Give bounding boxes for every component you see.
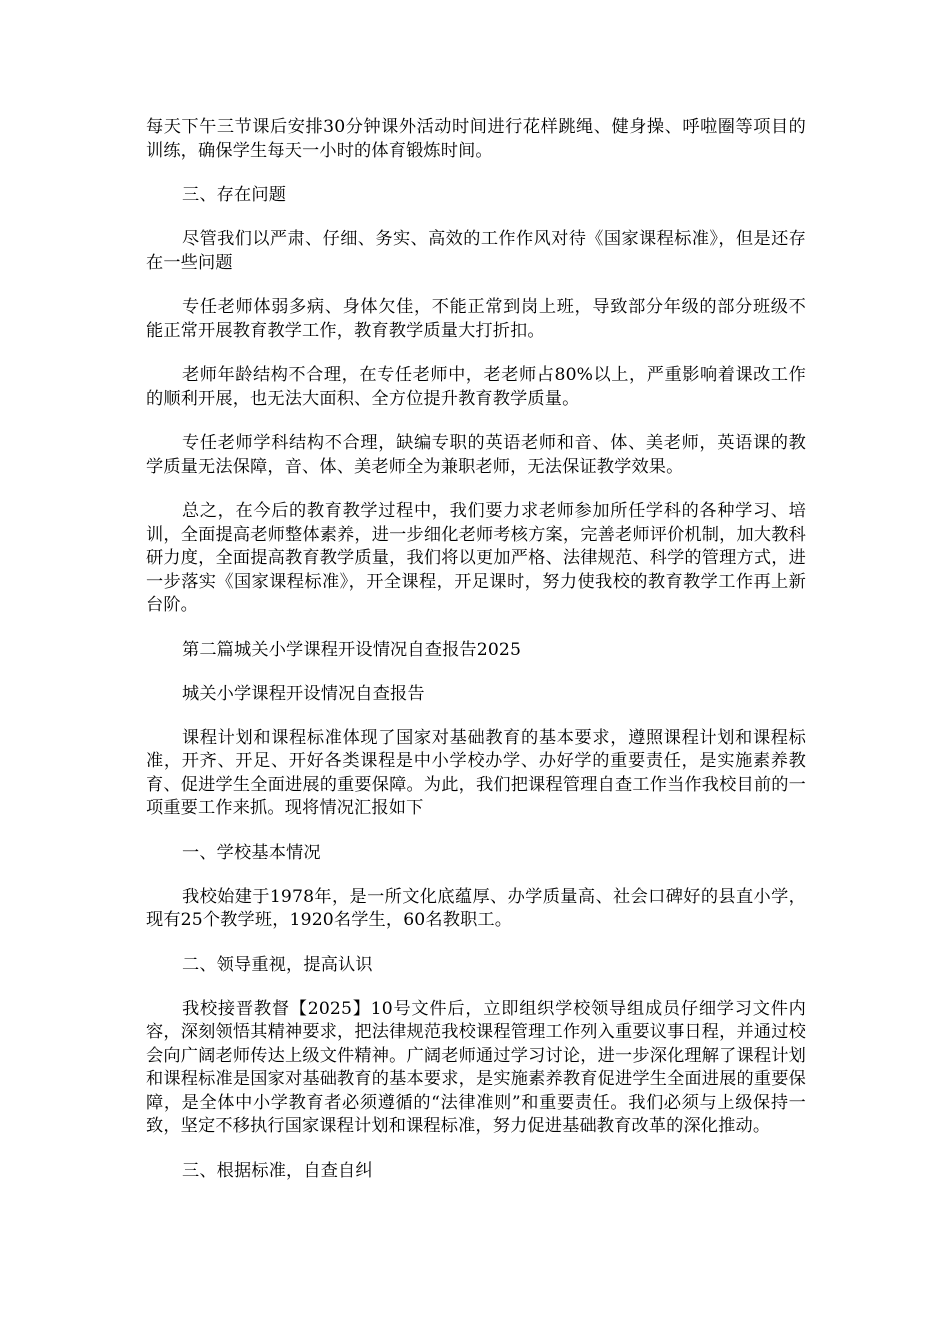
paragraph-leadership: 我校接晋教督【2025】10号文件后，立即组织学校领导组成员仔细学习文件内容，深刻领悟其精神要求，把法律规范我校课程管理工作列入重要议事日程，并通过校会向广阔老师传达上级文件精神。广阔老师通过学习讨论，进一步深化理解了课程计划和课程标准是国家对基础教育的基本要求，是实施素养教育促进学生全面进展的重要保障，是全体中小学教育者必须遵循的“法律准则”和重要责任。我们必须与上级保持一致，坚定不移执行国家课程计划和课程标准，努力促进基础教育改革的深化推动。	[146, 998, 806, 1136]
paragraph-curriculum-intro: 课程计划和课程标准体现了国家对基础教育的基本要求，遵照课程计划和课程标准，开齐、开足、开好各类课程是中小学校办学、办好学的重要责任，是实施素养教育、促进学生全面进展的重要保障。为此，我们把课程管理自查工作当作我校目前的一项重要工作来抓。现将情况汇报如下	[146, 727, 806, 818]
heading-existing-problems: 三、存在问题	[182, 185, 287, 205]
paragraph-problems-intro: 尽管我们以严肃、仔细、务实、高效的工作作风对待《国家课程标准》，但是还存在一些问题	[146, 229, 806, 273]
heading-self-check: 三、根据标准，自查自纠	[182, 1160, 373, 1181]
heading-school-basics: 一、学校基本情况	[182, 842, 321, 863]
heading-leadership: 二、领导重视，提高认识	[182, 954, 373, 975]
paragraph-activity-time: 每天下午三节课后安排30分钟课外活动时间进行花样跳绳、健身操、呼啦圈等项目的训练，确保学生每天一小时的体育锻炼时间。	[146, 117, 806, 161]
paragraph-teacher-age: 老师年龄结构不合理，在专任老师中，老老师占80%以上，严重影响着课改工作的顺利开展，也无法大面积、全方位提升教育教学质量。	[146, 365, 806, 409]
paragraph-teacher-health: 专任老师体弱多病、身体欠佳，不能正常到岗上班，导致部分年级的部分班级不能正常开展教育教学工作，教育教学质量大打折扣。	[146, 297, 806, 341]
paragraph-school-basics: 我校始建于1978年，是一所文化底蕴厚、办学质量高、社会口碑好的县直小学，现有25个教学班，1920名学生，60名教职工。	[146, 886, 806, 930]
paragraph-conclusion: 总之，在今后的教育教学过程中，我们要力求老师参加所任学科的各种学习、培训，全面提高老师整体素养，进一步细化老师考核方案，完善老师评价机制，加大教科研力度，全面提高教育教学质量，我们将以更加严格、法律规范、科学的管理方式，进一步落实《国家课程标准》，开全课程，开足课时，努力使我校的教育教学工作再上新台阶。	[146, 501, 806, 615]
heading-report-title: 城关小学课程开设情况自查报告	[182, 683, 425, 704]
paragraph-teacher-subjects: 专任老师学科结构不合理，缺编专职的英语老师和音、体、美老师，英语课的教学质量无法保障，音、体、美老师全为兼职老师，无法保证教学效果。	[146, 433, 806, 477]
heading-second-article: 第二篇城关小学课程开设情况自查报告2025	[182, 639, 522, 660]
document-body	[146, 116, 806, 1204]
